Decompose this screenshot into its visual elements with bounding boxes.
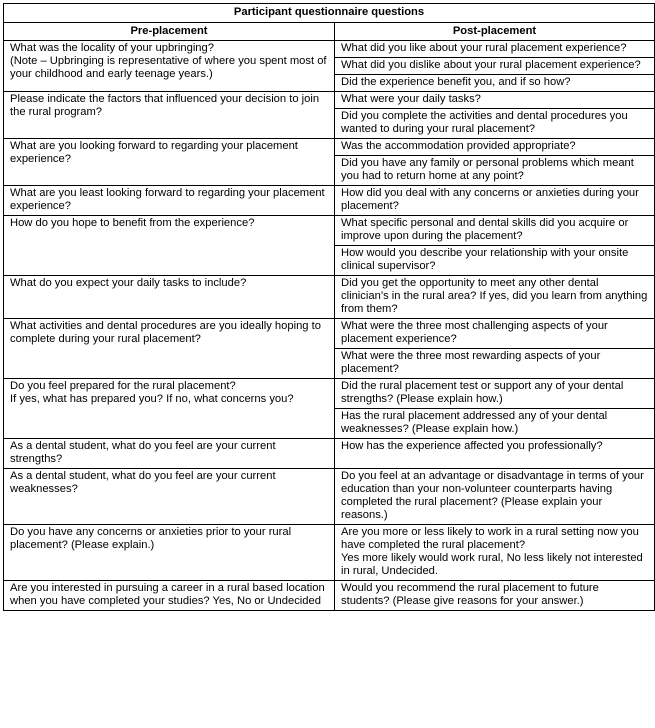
- pre-placement-question: As a dental student, what do you feel are your current strengths?: [4, 439, 335, 469]
- table-row: [4, 379, 655, 409]
- post-placement-question: Has the rural placement addressed any of your dental weaknesses? (Please explain how.): [335, 409, 655, 439]
- post-placement-question: What specific personal and dental skills did you acquire or improve upon during the placement?: [335, 216, 655, 246]
- post-placement-question: What did you dislike about your rural placement experience?: [335, 58, 655, 75]
- pre-placement-question: How do you hope to benefit from the experience?: [4, 216, 335, 276]
- pre-placement-question: As a dental student, what do you feel are your current weaknesses?: [4, 469, 335, 525]
- pre-placement-question: Please indicate the factors that influenced your decision to join the rural program?: [4, 92, 335, 139]
- table-row: [4, 469, 655, 525]
- table-row: [4, 439, 655, 469]
- post-placement-question: What were the three most rewarding aspects of your placement?: [335, 349, 655, 379]
- table-row: [4, 139, 655, 156]
- post-placement-question: Would you recommend the rural placement to future students? (Please give reasons for your answer.): [335, 581, 655, 611]
- post-placement-question: Did the experience benefit you, and if so how?: [335, 75, 655, 92]
- pre-placement-question: What activities and dental procedures are you ideally hoping to complete during your rural placement?: [4, 319, 335, 379]
- post-placement-question: Did the rural placement test or support any of your dental strengths? (Please explain how.): [335, 379, 655, 409]
- table-row: [4, 319, 655, 349]
- table-title: Participant questionnaire questions: [4, 4, 655, 23]
- pre-placement-question: What are you least looking forward to regarding your placement experience?: [4, 186, 335, 216]
- questionnaire-table: [3, 3, 655, 611]
- post-placement-question: Did you have any family or personal problems which meant you had to return home at any point?: [335, 156, 655, 186]
- pre-placement-question: Do you have any concerns or anxieties prior to your rural placement? (Please explain.): [4, 525, 335, 581]
- column-header-post-placement: Post-placement: [335, 23, 655, 41]
- post-placement-question: Do you feel at an advantage or disadvantage in terms of your education than your non-volunteer counterparts having completed the rural placement? (Please explain your reasons.): [335, 469, 655, 525]
- column-header-pre-placement: Pre-placement: [4, 23, 335, 41]
- post-placement-question: What did you like about your rural placement experience?: [335, 41, 655, 58]
- header-row: [4, 23, 655, 41]
- post-placement-question: What were the three most challenging aspects of your placement experience?: [335, 319, 655, 349]
- table-row: [4, 581, 655, 611]
- post-placement-question: Did you complete the activities and dental procedures you wanted to during your rural placement?: [335, 109, 655, 139]
- title-row: [4, 4, 655, 23]
- post-placement-question: How did you deal with any concerns or anxieties during your placement?: [335, 186, 655, 216]
- table-row: [4, 276, 655, 319]
- table-body: [4, 41, 655, 611]
- table-row: [4, 92, 655, 109]
- table-row: [4, 216, 655, 246]
- pre-placement-question: Are you interested in pursuing a career in a rural based location when you have completed your studies? Yes, No or Undecided: [4, 581, 335, 611]
- pre-placement-question: What was the locality of your upbringing? (Note – Upbringing is representative of where you spent most of your childhood and early teenage years.): [4, 41, 335, 92]
- post-placement-question: What were your daily tasks?: [335, 92, 655, 109]
- table-row: [4, 186, 655, 216]
- table-row: [4, 41, 655, 58]
- pre-placement-question: What do you expect your daily tasks to include?: [4, 276, 335, 319]
- post-placement-question: How has the experience affected you professionally?: [335, 439, 655, 469]
- post-placement-question: Are you more or less likely to work in a rural setting now you have completed the rural placement? Yes more likely would work rural, No less likely not interested in rural, Undecided.: [335, 525, 655, 581]
- table-row: [4, 525, 655, 581]
- pre-placement-question: What are you looking forward to regarding your placement experience?: [4, 139, 335, 186]
- post-placement-question: Did you get the opportunity to meet any other dental clinician’s in the rural area? If yes, did you learn from anything from them?: [335, 276, 655, 319]
- post-placement-question: Was the accommodation provided appropriate?: [335, 139, 655, 156]
- post-placement-question: How would you describe your relationship with your onsite clinical supervisor?: [335, 246, 655, 276]
- pre-placement-question: Do you feel prepared for the rural placement? If yes, what has prepared you? If no, what concerns you?: [4, 379, 335, 439]
